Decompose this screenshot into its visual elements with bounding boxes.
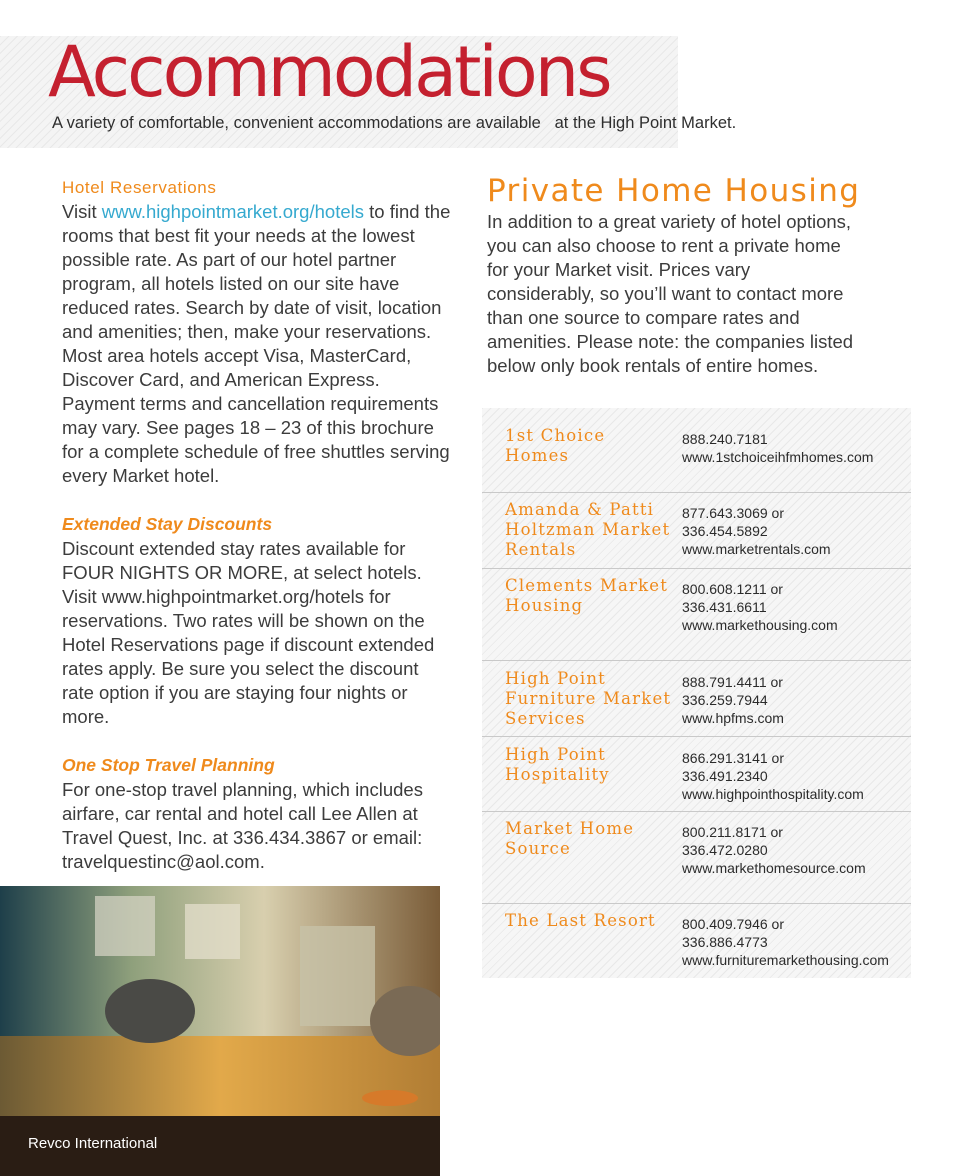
vendor-item [482, 745, 911, 812]
vendor-contact [682, 673, 907, 727]
vendor-name: The Last Resort [505, 911, 656, 930]
vendor-phone: 800.211.8171 or [682, 824, 783, 840]
vendor-website[interactable]: www.hpfms.com [682, 710, 784, 726]
fruit-bowl [362, 1090, 418, 1106]
hotel-reservations-heading: Hotel Reservations [62, 178, 217, 197]
vendor-phone-alt: 336.259.7944 [682, 692, 768, 708]
vendor-item [482, 500, 911, 569]
travel-planning-section [62, 755, 452, 874]
hotel-text-body: to find the rooms that best fit your needs at the lowest possible rate. As part of our hotel partner program, all hotels listed on our site have reduced rates. Search by date of visit, location and amenities; then, make your reservations. Most area hotels accept Visa, MasterCard, Discover Card, and American Express. Payment terms and cancellation requirements may vary. See pages 18 – 23 of this brochure for a complete schedule of free shuttles serving every Market hotel. [62, 201, 451, 486]
wall-art-frame [300, 926, 375, 1026]
vendor-name: High Point Furniture Market Services [505, 669, 672, 728]
vendor-website[interactable]: www.markethomesource.com [682, 860, 866, 876]
vendor-name: Amanda & Patti Holtzman Market Rentals [505, 500, 671, 559]
vendor-item [482, 669, 911, 737]
hotel-reservations-text [62, 200, 452, 488]
vendor-contact [682, 915, 907, 969]
vendor-contact [682, 504, 907, 558]
vendor-phone: 877.643.3069 or [682, 505, 784, 521]
vendor-phone-alt: 336.472.0280 [682, 842, 768, 858]
vendor-phone: 888.240.7181 [682, 431, 768, 447]
wall-art-frame [185, 904, 240, 959]
vendor-name: High Point Hospitality [505, 745, 610, 784]
vendor-phone-alt: 336.886.4773 [682, 934, 768, 950]
vendor-item [482, 426, 911, 493]
vendor-phone: 800.409.7946 or [682, 916, 784, 932]
vendor-phone-alt: 336.431.6611 [682, 599, 767, 615]
living-room-photo [0, 886, 440, 1176]
living-room-illustration [0, 886, 440, 1176]
travel-planning-text: For one-stop travel planning, which includes airfare, car rental and hotel call Lee Allen at Travel Quest, Inc. at 336.434.3867 or email: travelquestinc@aol.com. [62, 779, 423, 872]
vendor-website[interactable]: www.1stchoiceihfmhomes.com [682, 449, 874, 465]
vendor-phone-alt: 336.454.5892 [682, 523, 768, 539]
vendor-phone: 888.791.4411 or [682, 674, 783, 690]
vendor-name: 1st Choice Homes [505, 426, 606, 465]
extended-stay-heading: Extended Stay Discounts [62, 514, 273, 534]
right-column [487, 172, 917, 378]
left-column [62, 178, 452, 874]
vendor-phone: 866.291.3141 or [682, 750, 784, 766]
wall-art-frame [95, 896, 155, 956]
vendor-contact [682, 430, 907, 466]
vendor-website[interactable]: www.furnituremarkethousing.com [682, 952, 889, 968]
vendor-website[interactable]: www.highpointhospitality.com [682, 786, 864, 802]
extended-stay-text: Discount extended stay rates available for FOUR NIGHTS OR MORE, at select hotels. Visit www.highpointmarket.org/hotels for reservations. Two rates will be shown on the Hotel Reservations page if discount extended rates apply. Be sure you select the discount rate option if you are staying four nights or more. [62, 538, 435, 727]
vendor-website[interactable]: www.markethousing.com [682, 617, 838, 633]
hotel-reservations-section [62, 178, 452, 488]
photo-credit: Revco International [28, 1135, 158, 1152]
hotels-link[interactable]: www.highpointmarket.org/hotels [101, 201, 364, 222]
vendor-contact [682, 580, 907, 634]
private-housing-text: In addition to a great variety of hotel options, you can also choose to rent a private home for your Market visit. Prices vary considerably, so you’ll want to contact more than one source to compare rates and amenities. Please note: the companies listed below only book rentals of entire homes. [487, 211, 854, 376]
vendor-website[interactable]: www.marketrentals.com [682, 541, 831, 557]
page-title: Accommodations [48, 31, 610, 113]
pillow [105, 979, 195, 1043]
vendor-item [482, 819, 911, 904]
vendor-phone-alt: 336.491.2340 [682, 768, 768, 784]
vendor-list [482, 408, 911, 978]
vendor-name: Market Home Source [505, 819, 635, 858]
vendor-phone: 800.608.1211 or [682, 581, 783, 597]
hotel-text-intro: Visit [62, 201, 102, 222]
vendor-item [482, 911, 911, 977]
vendor-item [482, 576, 911, 661]
travel-planning-heading: One Stop Travel Planning [62, 755, 275, 775]
private-housing-heading: Private Home Housing [487, 173, 861, 209]
vendor-name: Clements Market Housing [505, 576, 669, 615]
page-subtitle: A variety of comfortable, convenient accommodations are available at the High Point Market. [52, 114, 737, 132]
vendor-contact [682, 823, 907, 877]
vendor-contact [682, 749, 907, 803]
extended-stay-section [62, 514, 452, 729]
